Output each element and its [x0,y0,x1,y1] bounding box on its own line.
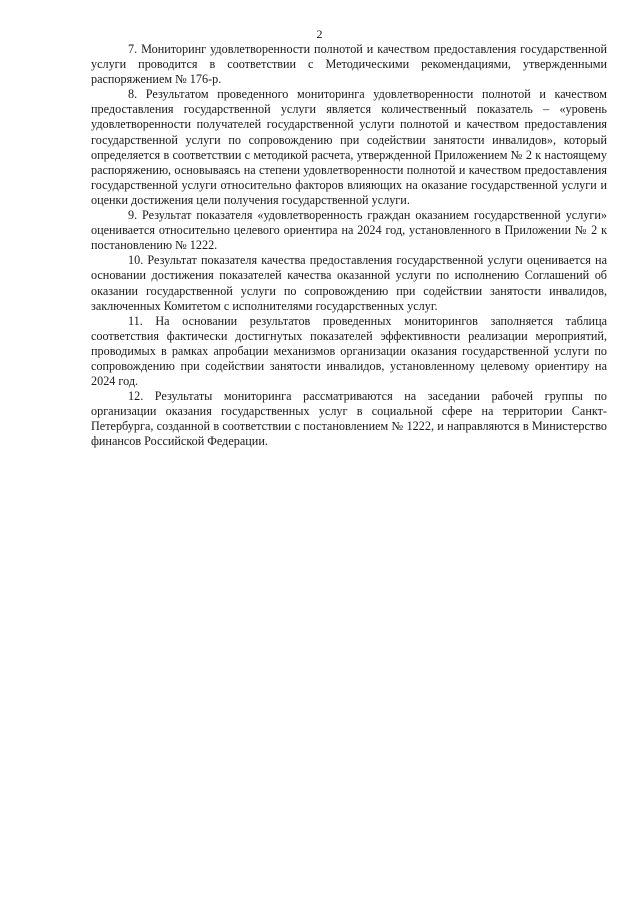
page-number: 2 [316,27,323,41]
paragraph-9: 9. Результат показателя «удовлетворенность граждан оказанием государственной услуги» оценивается относительно целевого ориентира на 2024 год, установленного в Приложении № 2 к постановлению № 1222. [91,208,607,253]
document-body [91,42,607,450]
paragraph-10: 10. Результат показателя качества предоставления государственной услуги оценивается на основании достижения показателей качества оказанной услуги по исполнению Соглашений об оказании государственной услуги по сопровождению при содействии занятости инвалидов, заключенных Комитетом с исполнителями государственных услуг. [91,253,607,313]
paragraph-8: 8. Результатом проведенного мониторинга удовлетворенности полнотой и качеством предоставления государственной услуги является количественный показатель – «уровень удовлетворенности получателей государственной услуги полнотой и качеством предоставления государственной услуги по сопровождению при содействии занятости инвалидов», который определяется в соответствии с методикой расчета, утвержденной Приложением № 2 к настоящему распоряжению, основываясь на степени удовлетворенности полнотой и качеством предоставления государственной услуги относительно факторов влияющих на оказание государственной услуги и оценки достижения цели получения государственной услуги. [91,87,607,207]
paragraph-11: 11. На основании результатов проведенных мониторингов заполняется таблица соответствия фактически достигнутых показателей эффективности реализации мероприятий, проводимых в рамках апробации механизмов организации оказания государственной услуги по сопровождению при содействии занятости инвалидов, установленному целевому ориентиру на 2024 год. [91,313,607,389]
paragraph-12: 12. Результаты мониторинга рассматриваются на заседании рабочей группы по организации оказания государственных услуг в социальной сфере на территории Санкт-Петербурга, созданной в соответствии с постановлением № 1222, и направляются в Министерство финансов Российской Федерации. [91,389,607,449]
paragraph-7: 7. Мониторинг удовлетворенности полнотой и качеством предоставления государственной услуги проводится в соответствии с Методическими рекомендациями, утвержденными распоряжением № 176-р. [91,42,607,87]
